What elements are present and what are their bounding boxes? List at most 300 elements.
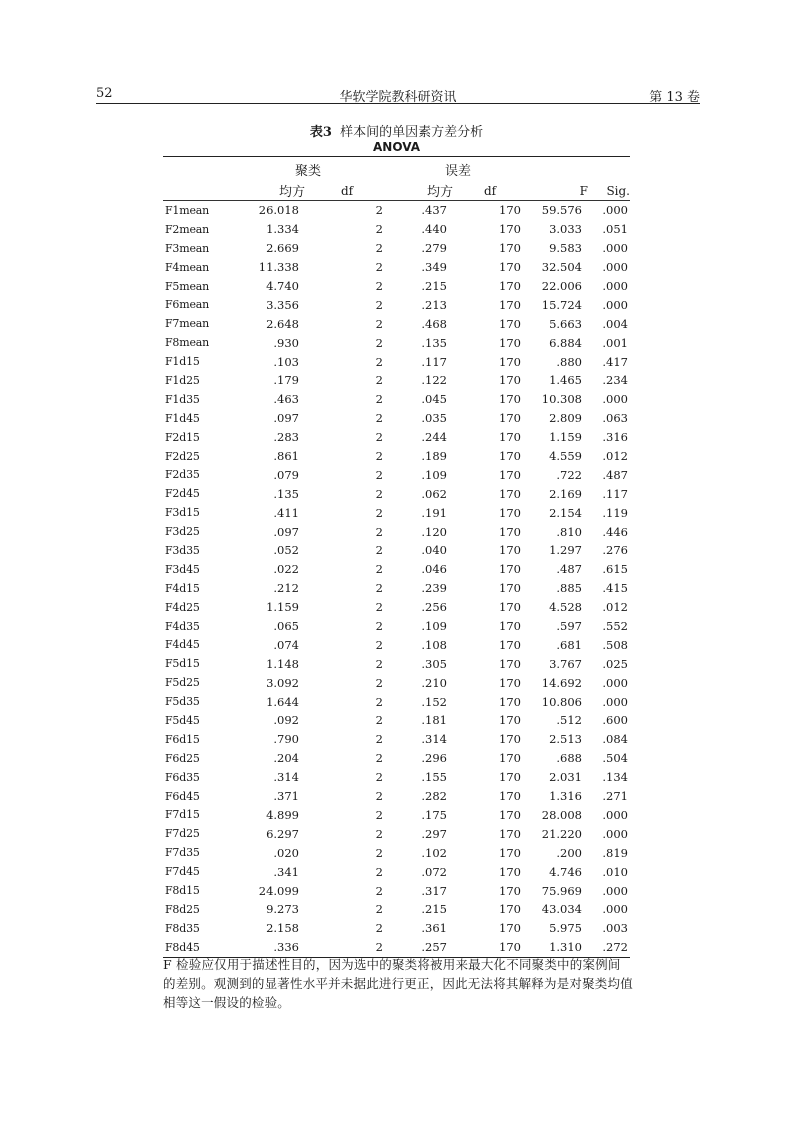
row-label: F5mean [165, 279, 210, 293]
sig-value: .000 [602, 675, 628, 690]
cluster-mean-square: 24.099 [258, 883, 299, 898]
f-value: 22.006 [541, 279, 582, 293]
error-df: 170 [453, 938, 527, 957]
row-label: F7mean [165, 317, 210, 331]
error-mean-square: .102 [421, 845, 447, 860]
cluster-df: 2 [375, 297, 383, 312]
f-value: 10.308 [541, 392, 582, 407]
cluster-mean-square: 4.740 [266, 279, 299, 293]
row-label: F8d25 [165, 902, 200, 916]
sig-value: .012 [602, 449, 628, 464]
error-df: 170 [499, 845, 521, 860]
col-cluster-mean-square: 均方 [227, 181, 305, 201]
error-mean-square: .035 [421, 411, 447, 426]
row-label: F6d25 [165, 751, 200, 765]
sig-value: .234 [602, 373, 628, 388]
cluster-mean-square: 1.159 [266, 600, 299, 615]
error-mean-square: .257 [389, 938, 453, 957]
header-rule [96, 103, 700, 104]
error-mean-square: .314 [421, 732, 447, 747]
f-value: .688 [556, 751, 582, 766]
cluster-mean-square: 26.018 [258, 203, 299, 218]
error-mean-square: .181 [421, 713, 447, 728]
table-row [163, 692, 630, 711]
sig-value: .003 [602, 921, 628, 936]
error-df: 170 [499, 335, 521, 350]
f-value: 14.692 [541, 675, 582, 690]
error-df: 170 [499, 392, 521, 407]
row-label: F3d15 [165, 506, 200, 520]
table-row [163, 295, 630, 314]
table-row [163, 541, 630, 560]
sig-value: .119 [602, 505, 628, 520]
error-df: 170 [499, 921, 521, 936]
f-value: 3.033 [549, 222, 582, 237]
table-body [163, 201, 630, 958]
row-label: F2mean [165, 222, 210, 236]
sig-value: .000 [602, 826, 628, 841]
row-label: F1mean [165, 203, 210, 217]
table-row [163, 201, 630, 220]
error-df: 170 [499, 562, 521, 577]
error-mean-square: .437 [421, 203, 447, 218]
cluster-df: 2 [375, 562, 383, 577]
f-value: .597 [556, 619, 582, 634]
row-label: F2d35 [165, 468, 200, 482]
cluster-df: 2 [375, 600, 383, 615]
cluster-df: 2 [375, 222, 383, 237]
row-label: F1d25 [165, 373, 200, 387]
error-df: 170 [499, 656, 521, 671]
cluster-group-header: 聚类 [227, 157, 389, 182]
row-label: F8mean [165, 336, 210, 350]
error-df: 170 [499, 241, 521, 256]
table-row [163, 617, 630, 636]
error-df: 170 [499, 732, 521, 747]
error-mean-square: .215 [421, 902, 447, 917]
row-label: F4d35 [165, 619, 200, 633]
table-row [163, 673, 630, 692]
cluster-mean-square: .212 [273, 581, 299, 596]
error-mean-square: .189 [421, 449, 447, 464]
row-label: F8d15 [165, 884, 200, 897]
row-label: F5d45 [165, 713, 200, 727]
sig-value: .134 [602, 770, 628, 785]
cluster-df: 2 [375, 637, 383, 652]
error-mean-square: .175 [421, 807, 447, 822]
error-mean-square: .122 [421, 373, 447, 388]
row-label: F4d25 [165, 600, 200, 614]
table-row [163, 484, 630, 503]
table-row [163, 579, 630, 598]
cluster-mean-square: .052 [273, 543, 299, 558]
row-label: F4d45 [165, 638, 200, 652]
error-mean-square: .109 [421, 467, 447, 482]
sig-value: .316 [602, 430, 628, 445]
row-label: F6d15 [165, 732, 200, 746]
sig-value: .415 [602, 581, 628, 596]
cluster-mean-square: .179 [273, 373, 299, 388]
f-value: 6.884 [549, 335, 582, 350]
table-row [163, 730, 630, 749]
cluster-df: 2 [375, 430, 383, 445]
sig-value: .504 [602, 751, 628, 766]
error-df: 170 [499, 505, 521, 520]
cluster-mean-square: .790 [273, 732, 299, 747]
row-label: F4d15 [165, 581, 200, 595]
error-mean-square: .108 [421, 637, 447, 652]
table-row [163, 333, 630, 352]
error-df: 170 [499, 883, 521, 898]
f-value: 28.008 [541, 807, 582, 822]
error-mean-square: .215 [421, 279, 447, 293]
volume-label: 第 13 卷 [649, 90, 700, 105]
error-df: 170 [499, 222, 521, 237]
sig-value: .272 [588, 938, 630, 957]
cluster-mean-square: .079 [273, 467, 299, 482]
f-value: 4.528 [549, 600, 582, 615]
error-mean-square: .191 [421, 505, 447, 520]
error-mean-square: .072 [421, 864, 447, 879]
table-row [163, 314, 630, 333]
table-row [163, 843, 630, 862]
error-mean-square: .109 [421, 619, 447, 634]
sig-value: .001 [602, 335, 628, 350]
sig-value: .012 [602, 600, 628, 615]
error-mean-square: .296 [421, 751, 447, 766]
cluster-df: 2 [375, 411, 383, 426]
cluster-mean-square: .314 [273, 770, 299, 785]
error-mean-square: .120 [421, 524, 447, 539]
table-row [163, 390, 630, 409]
col-error-df: df [453, 181, 527, 201]
table-row [163, 503, 630, 522]
error-df: 170 [499, 789, 521, 804]
table-row [163, 258, 630, 277]
error-df: 170 [499, 316, 521, 331]
table-caption [163, 121, 630, 140]
table-row [163, 598, 630, 617]
caption-text: 样本间的单因素方差分析 [340, 125, 484, 140]
cluster-df: 2 [375, 449, 383, 464]
cluster-mean-square: 1.148 [266, 656, 299, 671]
error-mean-square: .297 [421, 826, 447, 841]
cluster-mean-square: .097 [273, 524, 299, 539]
sig-value: .446 [602, 524, 628, 539]
error-df: 170 [499, 600, 521, 615]
error-mean-square: .213 [421, 297, 447, 312]
error-df: 170 [499, 297, 521, 312]
table-row [163, 371, 630, 390]
sig-value: .000 [602, 279, 628, 293]
error-df: 170 [499, 675, 521, 690]
error-mean-square: .440 [421, 222, 447, 237]
error-mean-square: .305 [421, 656, 447, 671]
error-df: 170 [499, 637, 521, 652]
f-value: 21.220 [541, 826, 582, 841]
cluster-df: 2 [375, 467, 383, 482]
f-value: 1.159 [549, 430, 582, 445]
sig-value: .025 [602, 656, 628, 671]
row-label: F4mean [165, 260, 210, 274]
table-row [163, 900, 630, 919]
cluster-mean-square: .097 [273, 411, 299, 426]
cluster-df: 2 [375, 656, 383, 671]
f-value: 59.576 [541, 203, 582, 218]
f-value: 2.809 [549, 411, 582, 426]
cluster-df: 2 [375, 543, 383, 558]
sig-value: .000 [602, 297, 628, 312]
f-value: .681 [556, 637, 582, 652]
f-value: 2.169 [549, 486, 582, 501]
cluster-mean-square: 9.273 [266, 902, 299, 917]
f-value: 5.663 [549, 316, 582, 331]
error-df: 170 [499, 713, 521, 728]
cluster-df: 2 [375, 694, 383, 709]
f-value: 4.559 [549, 449, 582, 464]
table-row [163, 711, 630, 730]
f-value: .722 [556, 467, 582, 482]
row-label: F3d25 [165, 525, 200, 539]
table-row [163, 465, 630, 484]
sig-value: .508 [602, 637, 628, 652]
caption-label: 表3 [309, 125, 332, 140]
f-value: 2.154 [549, 505, 582, 520]
error-mean-square: .135 [421, 335, 447, 350]
cluster-df: 2 [375, 619, 383, 634]
error-df: 170 [499, 864, 521, 879]
journal-title: 华软学院教科研资讯 [339, 90, 457, 105]
f-value: 1.297 [549, 543, 582, 558]
table-row [163, 220, 630, 239]
error-df: 170 [499, 770, 521, 785]
table-row [163, 522, 630, 541]
sig-value: .000 [602, 241, 628, 256]
col-f: F [527, 181, 588, 201]
cluster-mean-square: .930 [273, 335, 299, 350]
sig-value: .004 [602, 316, 628, 331]
error-mean-square: .317 [421, 883, 447, 898]
f-value: .487 [556, 562, 582, 577]
error-mean-square: .152 [421, 694, 447, 709]
cluster-df: 2 [375, 203, 383, 218]
row-label: F7d35 [165, 846, 200, 860]
table-row [163, 277, 630, 296]
row-label: F8d35 [165, 921, 200, 935]
cluster-df: 2 [375, 826, 383, 841]
error-mean-square: .117 [421, 354, 447, 369]
table-row [163, 409, 630, 428]
cluster-mean-square: .463 [273, 392, 299, 407]
error-mean-square: .239 [421, 581, 447, 596]
cluster-mean-square: .411 [273, 505, 299, 520]
f-value: .512 [556, 713, 582, 728]
cluster-mean-square: 3.092 [266, 675, 299, 690]
f-value: .810 [556, 524, 582, 539]
row-label: F3mean [165, 241, 210, 255]
cluster-mean-square: .135 [273, 486, 299, 501]
error-df: 170 [499, 354, 521, 369]
error-mean-square: .045 [421, 392, 447, 407]
table-row [163, 654, 630, 673]
cluster-df: 2 [375, 675, 383, 690]
cluster-mean-square: .022 [273, 562, 299, 577]
error-mean-square: .244 [421, 430, 447, 445]
row-label: F3d45 [165, 562, 200, 576]
f-value: 1.310 [527, 938, 588, 957]
error-df: 170 [499, 486, 521, 501]
sig-value: .063 [602, 411, 628, 426]
cluster-mean-square: 2.669 [266, 241, 299, 256]
cluster-mean-square: .103 [273, 354, 299, 369]
error-df: 170 [499, 524, 521, 539]
table-row [163, 749, 630, 768]
table-row [163, 447, 630, 466]
cluster-df: 2 [375, 316, 383, 331]
row-label: F3d35 [165, 543, 200, 557]
sig-value: .600 [602, 713, 628, 728]
table-row [163, 635, 630, 654]
error-df: 170 [499, 826, 521, 841]
cluster-df: 2 [375, 524, 383, 539]
row-label: F7d45 [165, 865, 200, 879]
f-value: 32.504 [541, 260, 582, 275]
sig-value: .417 [602, 354, 628, 369]
f-value: 1.316 [549, 789, 582, 804]
cluster-mean-square: 4.899 [266, 807, 299, 822]
cluster-df: 2 [375, 770, 383, 785]
cluster-df: 2 [375, 486, 383, 501]
cluster-df: 2 [375, 581, 383, 596]
error-mean-square: .349 [421, 260, 447, 275]
cluster-mean-square: .065 [273, 619, 299, 634]
row-label: F2d25 [165, 449, 200, 463]
table-row [163, 824, 630, 843]
f-value: 1.465 [549, 373, 582, 388]
cluster-df: 2 [375, 751, 383, 766]
sig-value: .271 [602, 789, 628, 804]
cluster-mean-square: 2.158 [266, 921, 299, 936]
sig-value: .084 [602, 732, 628, 747]
f-value: 3.767 [549, 656, 582, 671]
error-mean-square: .155 [421, 770, 447, 785]
sig-value: .000 [602, 260, 628, 275]
sig-value: .819 [602, 845, 628, 860]
f-value: 10.806 [541, 694, 582, 709]
cluster-df: 2 [375, 732, 383, 747]
cluster-mean-square: 3.356 [266, 297, 299, 312]
sig-value: .117 [602, 486, 628, 501]
cluster-df: 2 [375, 392, 383, 407]
cluster-mean-square: 1.644 [266, 694, 299, 709]
f-value: 43.034 [541, 902, 582, 917]
row-label: F2d15 [165, 430, 200, 444]
row-label: F7d25 [165, 827, 200, 841]
error-df: 170 [499, 467, 521, 482]
error-df: 170 [499, 260, 521, 275]
cluster-mean-square: 6.297 [266, 826, 299, 841]
error-mean-square: .282 [421, 789, 447, 804]
error-df: 170 [499, 902, 521, 917]
error-mean-square: .062 [421, 486, 447, 501]
error-mean-square: .361 [421, 921, 447, 936]
cluster-mean-square: .336 [227, 938, 305, 957]
error-df: 170 [499, 449, 521, 464]
cluster-mean-square: .204 [273, 751, 299, 766]
row-label: F7d15 [165, 808, 200, 822]
error-mean-square: .468 [421, 316, 447, 331]
table-row [163, 787, 630, 806]
table-row [163, 560, 630, 579]
f-value: 5.975 [549, 921, 582, 936]
cluster-df: 2 [375, 789, 383, 804]
cluster-mean-square: .020 [273, 845, 299, 860]
cluster-df: 2 [375, 354, 383, 369]
page-number: 52 [96, 86, 113, 101]
error-mean-square: .279 [421, 241, 447, 256]
cluster-mean-square: .861 [273, 449, 299, 464]
cluster-df: 2 [375, 373, 383, 388]
f-value: 75.969 [541, 883, 582, 898]
f-value: 9.583 [549, 241, 582, 256]
row-label: F1d35 [165, 392, 200, 406]
sig-value: .010 [602, 864, 628, 879]
cluster-mean-square: 1.334 [266, 222, 299, 237]
error-df: 170 [499, 203, 521, 218]
row-label: F2d45 [165, 487, 200, 501]
table-row [163, 862, 630, 881]
table-subtitle: ANOVA [373, 140, 420, 154]
cluster-mean-square: 11.338 [258, 260, 299, 275]
cluster-df: 2 [375, 241, 383, 256]
cluster-mean-square: .341 [273, 864, 299, 879]
table-row [163, 881, 630, 900]
row-label: F6mean [165, 298, 210, 312]
error-df: 170 [499, 373, 521, 388]
error-df: 170 [499, 751, 521, 766]
sig-value: .276 [602, 543, 628, 558]
cluster-df: 2 [375, 921, 383, 936]
cluster-df: 2 [375, 505, 383, 520]
sig-value: .000 [602, 883, 628, 898]
col-sig: Sig. [588, 181, 630, 201]
table-row [163, 806, 630, 825]
sig-value: .487 [602, 467, 628, 482]
error-df: 170 [499, 279, 521, 293]
cluster-df: 2 [375, 335, 383, 350]
error-mean-square: .256 [421, 600, 447, 615]
table-footnote: F 检验应仅用于描述性目的，因为选中的聚类将被用来最大化不同聚类中的案例间的差别。观测到的显著性水平并未据此进行更正，因此无法将其解释为是对聚类均值相等这一假设的检验。 [163, 957, 633, 1010]
error-df: 170 [499, 694, 521, 709]
cluster-mean-square: .092 [273, 713, 299, 728]
row-label: F5d25 [165, 676, 200, 690]
error-df: 170 [499, 430, 521, 445]
sig-value: .000 [602, 392, 628, 407]
f-value: .200 [556, 845, 582, 860]
cluster-mean-square: .371 [273, 789, 299, 804]
f-value: .885 [556, 581, 582, 596]
cluster-mean-square: .074 [273, 637, 299, 652]
table-row [163, 428, 630, 447]
cluster-df: 2 [375, 883, 383, 898]
cluster-mean-square: 2.648 [266, 316, 299, 331]
error-df: 170 [499, 581, 521, 596]
cluster-df: 2 [375, 807, 383, 822]
sig-value: .051 [602, 222, 628, 237]
sig-value: .000 [602, 902, 628, 917]
sig-value: .000 [602, 203, 628, 218]
row-label: F6d45 [165, 789, 200, 803]
